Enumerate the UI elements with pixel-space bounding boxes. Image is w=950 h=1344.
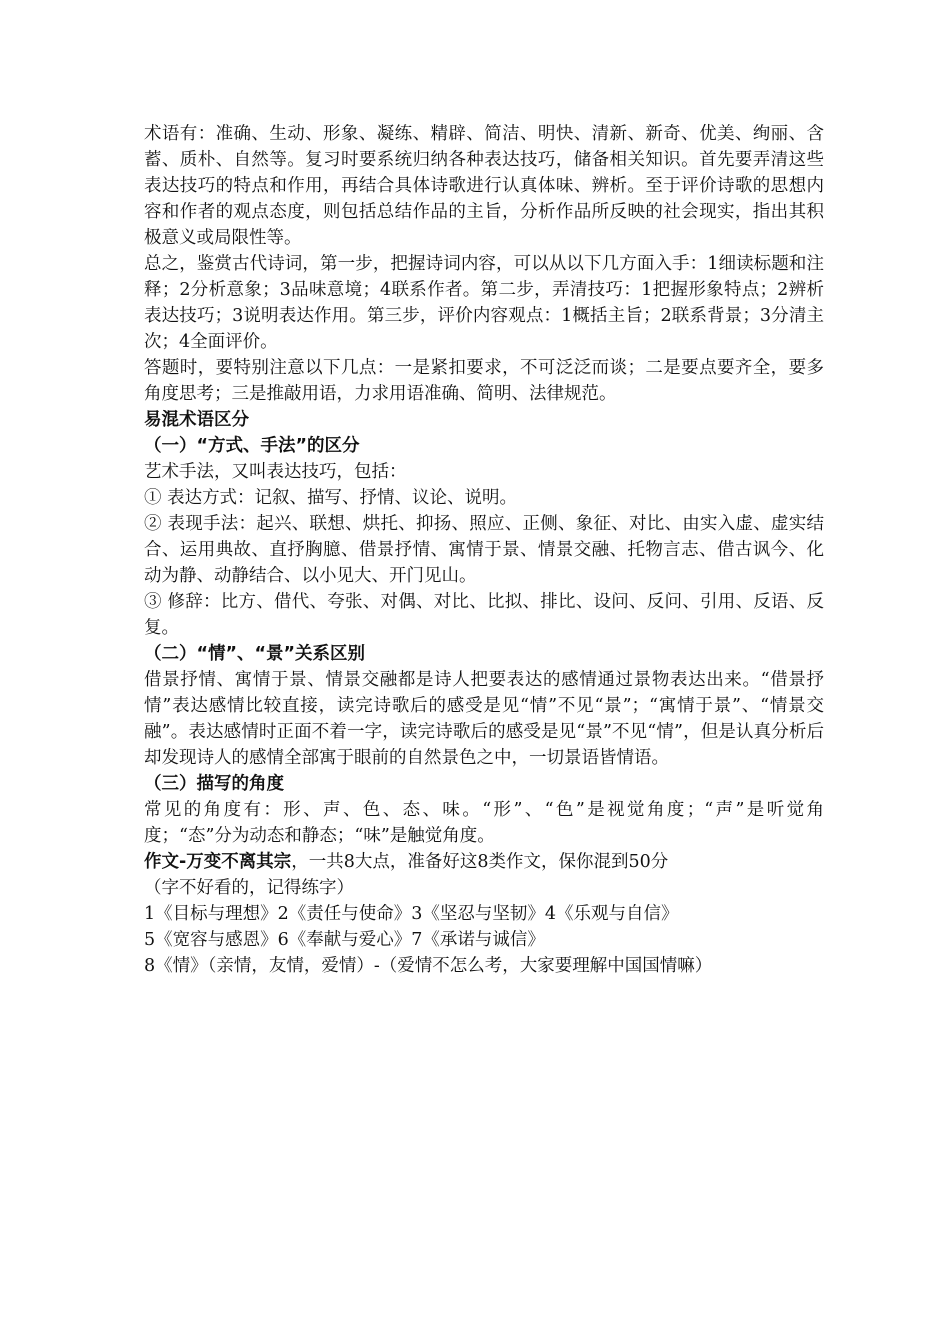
section1-intro: 艺术手法，又叫表达技巧，包括：	[144, 462, 407, 482]
paragraph-techniques: 术语有：准确、生动、形象、凝练、精辟、简洁、明快、清新、新奇、优美、绚丽、含蓄、质朴、自然等。复习时要系统归纳各种表达技巧，储备相关知识。首先要弄清这些表达技巧的特点和作用，再结合具体诗歌进行认真体味、辨析。至于评价诗歌的思想内容和作者的观点态度，则包括总结作品的主旨，分析作品所反映的社会现实，指出其积极意义或局限性等。	[144, 124, 824, 248]
section3-heading: （三）描写的角度	[144, 774, 284, 794]
section1-item-methods: ② 表现手法：起兴、联想、烘托、抑扬、照应、正侧、象征、对比、由实入虚、虚实结合、运用典故、直抒胸臆、借景抒情、寓情于景、情景交融、托物言志、借古讽今、化动为静、动静结合、以小见大、开门见山。	[144, 514, 824, 586]
essay-lead: 作文-万变不离其宗	[144, 852, 292, 872]
section2-heading: （二）“情”、“景”关系区别	[144, 644, 366, 664]
section-title: 易混术语区分	[144, 410, 249, 430]
section1-item-expression: ① 表达方式：记叙、描写、抒情、议论、说明。	[144, 488, 518, 508]
section1-heading: （一）“方式、手法”的区分	[144, 436, 360, 456]
essay-topics-line1: 1《目标与理想》2《责任与使命》3《坚忍与坚韧》4《乐观与自信》	[144, 904, 679, 924]
section3-body: 常见的角度有：形、声、色、态、味。“形”、“色”是视觉角度；“声”是听觉角度；“态”分为动态和静态；“味”是触觉角度。	[144, 800, 824, 846]
section2-body: 借景抒情、寓情于景、情景交融都是诗人把要表达的感情通过景物表达出来。“借景抒情”表达感情比较直接，读完诗歌后的感受是见“情”不见“景”；“寓情于景”、“情景交融”。表达感情时正面不着一字，读完诗歌后的感受是见“景”不见“情”，但是认真分析后却发现诗人的感情全部寓于眼前的自然景色之中，一切景语皆情语。	[144, 670, 824, 768]
essay-topics-line3: 8《情》（亲情，友情，爱情）-（爱情不怎么考，大家要理解中国国情嘛）	[144, 956, 713, 976]
essay-rest: ，一共8大点，准备好这8类作文，保你混到50分	[291, 852, 669, 872]
paragraph-answer-tips: 答题时，要特别注意以下几点：一是紧扣要求，不可泛泛而谈；二是要点要齐全，要多角度思考；三是推敲用语，力求用语准确、简明、法律规范。	[144, 358, 824, 404]
document-body	[144, 121, 824, 979]
paragraph-summary-steps: 总之，鉴赏古代诗词，第一步，把握诗词内容，可以从以下几方面入手：1细读标题和注释；2分析意象；3品味意境；4联系作者。第二步，弄清技巧：1把握形象特点；2辨析表达技巧；3说明表达作用。第三步，评价内容观点：1概括主旨；2联系背景；3分清主次；4全面评价。	[144, 254, 824, 352]
essay-topics-line2: 5《宽容与感恩》6《奉献与爱心》7《承诺与诚信》	[144, 930, 545, 950]
essay-note: （字不好看的，记得练字）	[144, 878, 354, 898]
essay-intro	[144, 849, 824, 875]
section1-item-rhetoric: ③ 修辞：比方、借代、夸张、对偶、对比、比拟、排比、设问、反问、引用、反语、反复。	[144, 592, 824, 638]
